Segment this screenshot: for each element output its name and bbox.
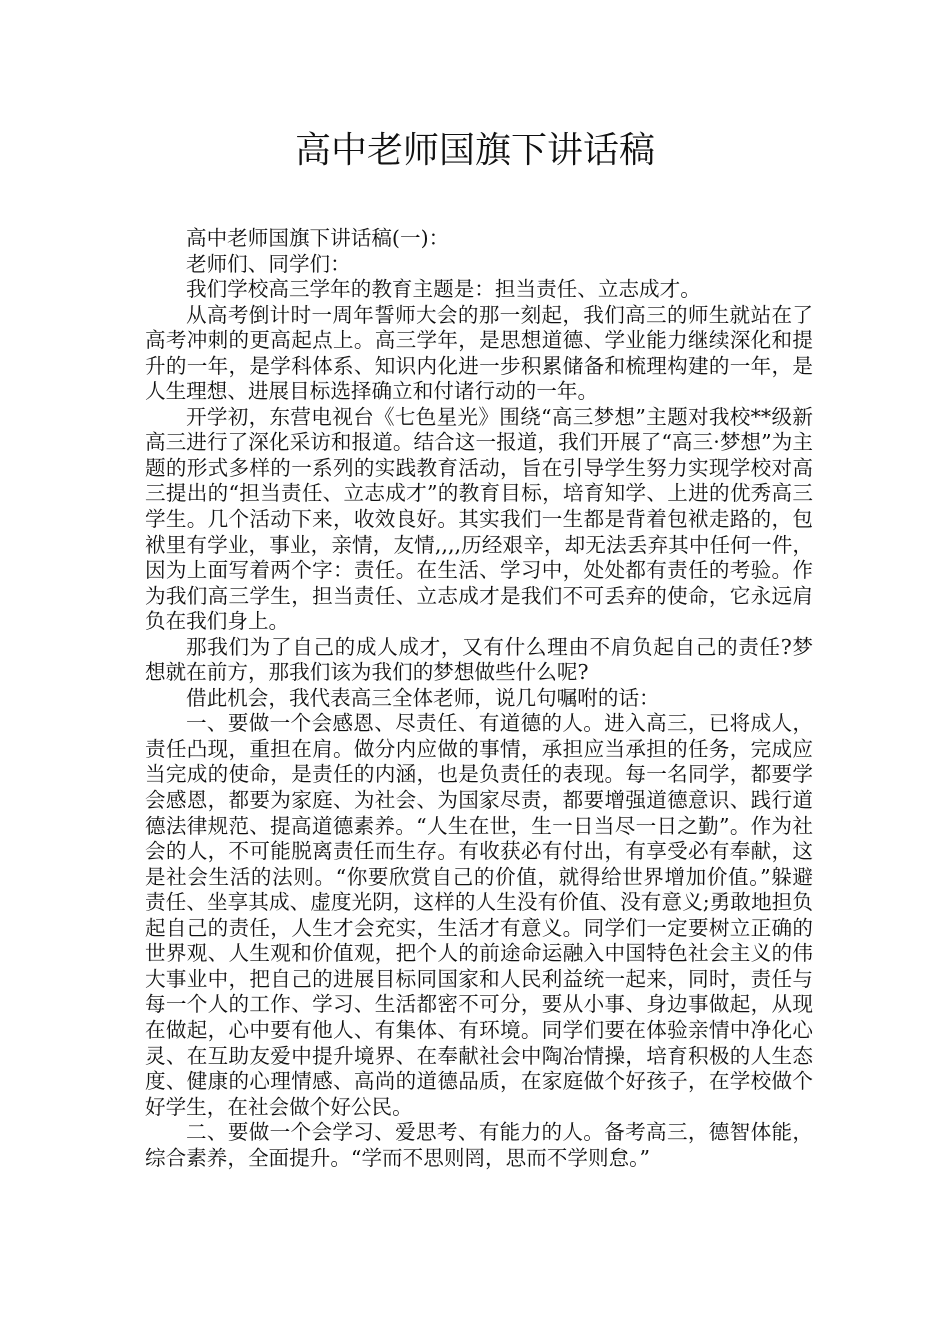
paragraph-subtitle: 高中老师国旗下讲话稿(一)： bbox=[186, 226, 450, 250]
paragraph: 一、要做一个会感恩、尽责任、有道德的人。进入高三，已将成人，责任凸现，重担在肩。做分内应做的事情，承担应当承担的任务，完成应当完成的使命，是责任的内涵，也是负责任的表现。每一名同学，都要学会感恩，都要为家庭、为社会、为国家尽责，都要增强道德意识、践行道德法律规范、提高道德素养。“人生在世，生一日当尽一日之勤”。作为社会的人，不可能脱离责任而生存。有收获必有付出，有享受必有奉献，这是社会生活的法则。“你要欣赏自己的价值，就得给世界增加价值。”躲避责任、坐享其成、虚度光阴，这样的人生没有价值、没有意义;勇敢地担负起自己的责任，人生才会充实，生活才有意义。同学们一定要树立正确的世界观、人生观和价值观，把个人的前途命运融入中国特色社会主义的伟大事业中，把自己的进展目标同国家和人民利益统一起来，同时，责任与每一个人的工作、学习、生活都密不可分，要从小事、身边事做起，从现在做起，心中要有他人、有集体、有环境。同学们要在体验亲情中净化心灵、在互助友爱中提升境界、在奉献社会中陶冶情操，培育积极的人生态度、健康的心理情感、高尚的道德品质，在家庭做个好孩子，在学校做个好学生，在社会做个好公民。 bbox=[145, 711, 813, 1119]
document-title: 高中老师国旗下讲话稿 bbox=[294, 130, 655, 171]
paragraph: 从高考倒计时一周年誓师大会的那一刻起，我们高三的师生就站在了高考冲刺的更高起点上。高三学年，是思想道德、学业能力继续深化和提升的一年，是学科体系、知识内化进一步积累储备和梳理构建的一年，是人生理想、进展目标选择确立和付诸行动的一年。 bbox=[145, 302, 813, 404]
paragraph: 借此机会，我代表高三全体老师，说几句嘱咐的话： bbox=[186, 685, 660, 710]
paragraph: 那我们为了自己的成人成才，又有什么理由不肩负起自己的责任?梦想就在前方，那我们该为我们的梦想做些什么呢? bbox=[145, 634, 813, 685]
paragraph: 二、要做一个会学习、爱思考、有能力的人。备考高三，德智体能，综合素养，全面提升。“学而不思则罔，思而不学则怠。” bbox=[145, 1120, 813, 1170]
document-body bbox=[145, 226, 813, 1171]
paragraph: 开学初，东营电视台《七色星光》围绕“高三梦想”主题对我校**级新高三进行了深化采访和报道。结合这一报道，我们开展了“高三·梦想”为主题的形式多样的一系列的实践教育活动，旨在引导学生努力实现学校对高三提出的“担当责任、立志成才”的教育目标，培育知学、上进的优秀高三学生。几个活动下来，收效良好。其实我们一生都是背着包袱走路的，包袱里有学业，事业，亲情，友情,,,,历经艰辛，却无法丢弃其中任何一件，因为上面写着两个字：责任。在生活、学习中，处处都有责任的考验。作为我们高三学生，担当责任、立志成才是我们不可丢弃的使命，它永远肩负在我们身上。 bbox=[145, 404, 813, 634]
paragraph: 我们学校高三学年的教育主题是：担当责任、立志成才。 bbox=[186, 277, 701, 302]
paragraph-salutation: 老师们、同学们： bbox=[186, 251, 351, 276]
